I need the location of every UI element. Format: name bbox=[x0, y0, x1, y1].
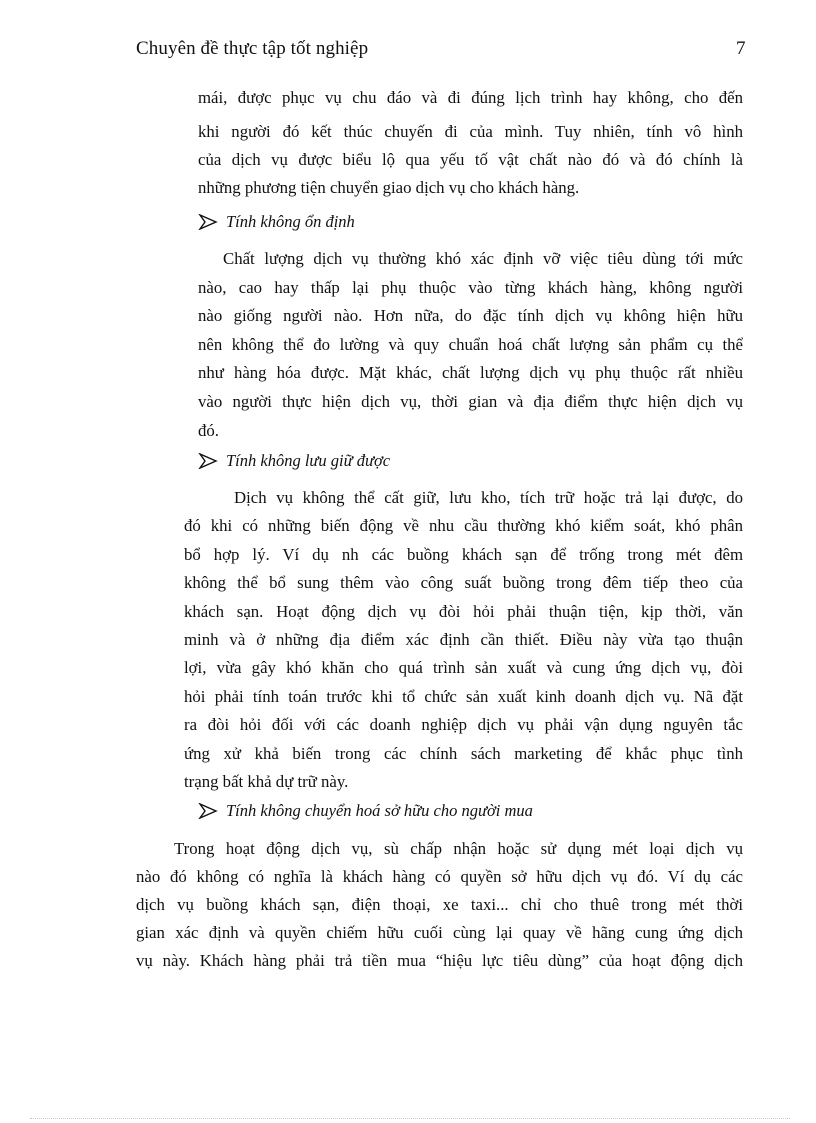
text-line: nào giống người nào. Hơn nữa, do đặc tính dịch vụ không hiện hữu bbox=[198, 306, 743, 326]
text-line: của dịch vụ được biểu lộ qua yếu tố vật chất nào đó và đó chính là bbox=[198, 150, 743, 169]
text-line: bổ hợp lý. Ví dụ nh các buồng khách sạn để trống trong mét đêm bbox=[184, 544, 743, 564]
paragraph-non-storable bbox=[184, 484, 743, 796]
text-line: vụ này. Khách hàng phải trả tiền mua “hiệu lực tiêu dùng” của hoạt động dịch bbox=[136, 951, 743, 970]
text-line: ra đòi hỏi đối với các doanh nghiệp dịch vụ phải vận dụng nguyên tắc bbox=[184, 715, 743, 735]
page-bottom-dotted-rule bbox=[30, 1118, 790, 1119]
arrowhead-bullet-icon bbox=[198, 453, 218, 469]
bullet-heading-non-storable bbox=[198, 451, 390, 471]
running-header-title: Chuyên đề thực tập tốt nghiệp bbox=[136, 38, 369, 59]
text-line: ứng xử khả biến trong các chính sách marketing để khắc phục tình bbox=[184, 743, 743, 763]
bullet-heading-text: Tính không chuyển hoá sở hữu cho người mua bbox=[226, 801, 533, 820]
text-line: lợi, vừa gây khó khăn cho quá trình sản xuất và cung ứng dịch vụ, đòi bbox=[184, 658, 743, 678]
text-line: nào đó không có nghĩa là khách hàng có quyền sở hữu dịch vụ đó. Ví dụ các bbox=[136, 867, 743, 886]
text-line: nào, cao hay thấp lại phụ thuộc vào từng khách hàng, không người bbox=[198, 277, 743, 297]
text-line: dịch vụ buồng khách sạn, điện thoại, xe taxi... chỉ cho thuê trong mét thời bbox=[136, 895, 743, 914]
bullet-heading-no-ownership-transfer bbox=[198, 801, 533, 821]
arrowhead-bullet-icon bbox=[198, 214, 218, 230]
paragraph-instability bbox=[198, 245, 743, 445]
text-line: Chất lượng dịch vụ thường khó xác định vỡ việc tiêu dùng tới mức bbox=[223, 249, 743, 268]
text-line: như hàng hóa được. Mặt khác, chất lượng dịch vụ phụ thuộc rất nhiều bbox=[198, 363, 743, 383]
text-line: nên không thể đo lường và quy chuẩn hoá chất lượng sản phẩm cụ thể bbox=[198, 334, 743, 354]
bullet-heading-text: Tính không ổn định bbox=[226, 212, 355, 231]
text-line: khi người đó kết thúc chuyến đi của mình. Tuy nhiên, tính vô hình bbox=[198, 122, 743, 141]
paragraph-intangibility-continued bbox=[198, 84, 743, 202]
text-line: vào người thực hiện dịch vụ, thời gian và địa điểm thực hiện dịch vụ bbox=[198, 391, 743, 411]
text-line: những phương tiện chuyển giao dịch vụ cho khách hàng. bbox=[198, 178, 580, 197]
text-line: trạng bất khả dự trữ này. bbox=[184, 772, 349, 792]
text-line: đó. bbox=[198, 420, 219, 440]
page-number: 7 bbox=[736, 38, 746, 59]
text-line: đó khi có những biến động về nhu cầu thường khó kiểm soát, khó phân bbox=[184, 516, 743, 536]
text-line: không thể bổ sung thêm vào công suất buồng trong đêm tiếp theo của bbox=[184, 573, 743, 593]
text-line: gian xác định và quyền chiếm hữu cuối cùng lại quay về hãng cung ứng dịch bbox=[136, 923, 743, 942]
text-line: Trong hoạt động dịch vụ, sù chấp nhận hoặc sử dụng mét loại dịch vụ bbox=[174, 839, 743, 858]
text-line: mái, được phục vụ chu đáo và đi đúng lịch trình hay không, cho đến bbox=[198, 88, 743, 107]
text-line: hỏi phải tính toán trước khi tổ chức sản xuất kinh doanh dịch vụ. Nã đặt bbox=[184, 686, 743, 706]
bullet-heading-instability bbox=[198, 212, 355, 232]
bullet-heading-text: Tính không lưu giữ được bbox=[226, 451, 391, 470]
text-line: Dịch vụ không thể cất giữ, lưu kho, tích trữ hoặc trả lại được, do bbox=[234, 488, 743, 507]
text-line: minh và ở những địa điểm xác định cần thiết. Điều này vừa tạo thuận bbox=[184, 630, 743, 650]
text-line: khách sạn. Hoạt động dịch vụ đòi hỏi phải thuận tiện, kịp thời, văn bbox=[184, 601, 743, 621]
arrowhead-bullet-icon bbox=[198, 803, 218, 819]
paragraph-no-ownership-transfer bbox=[136, 835, 743, 975]
